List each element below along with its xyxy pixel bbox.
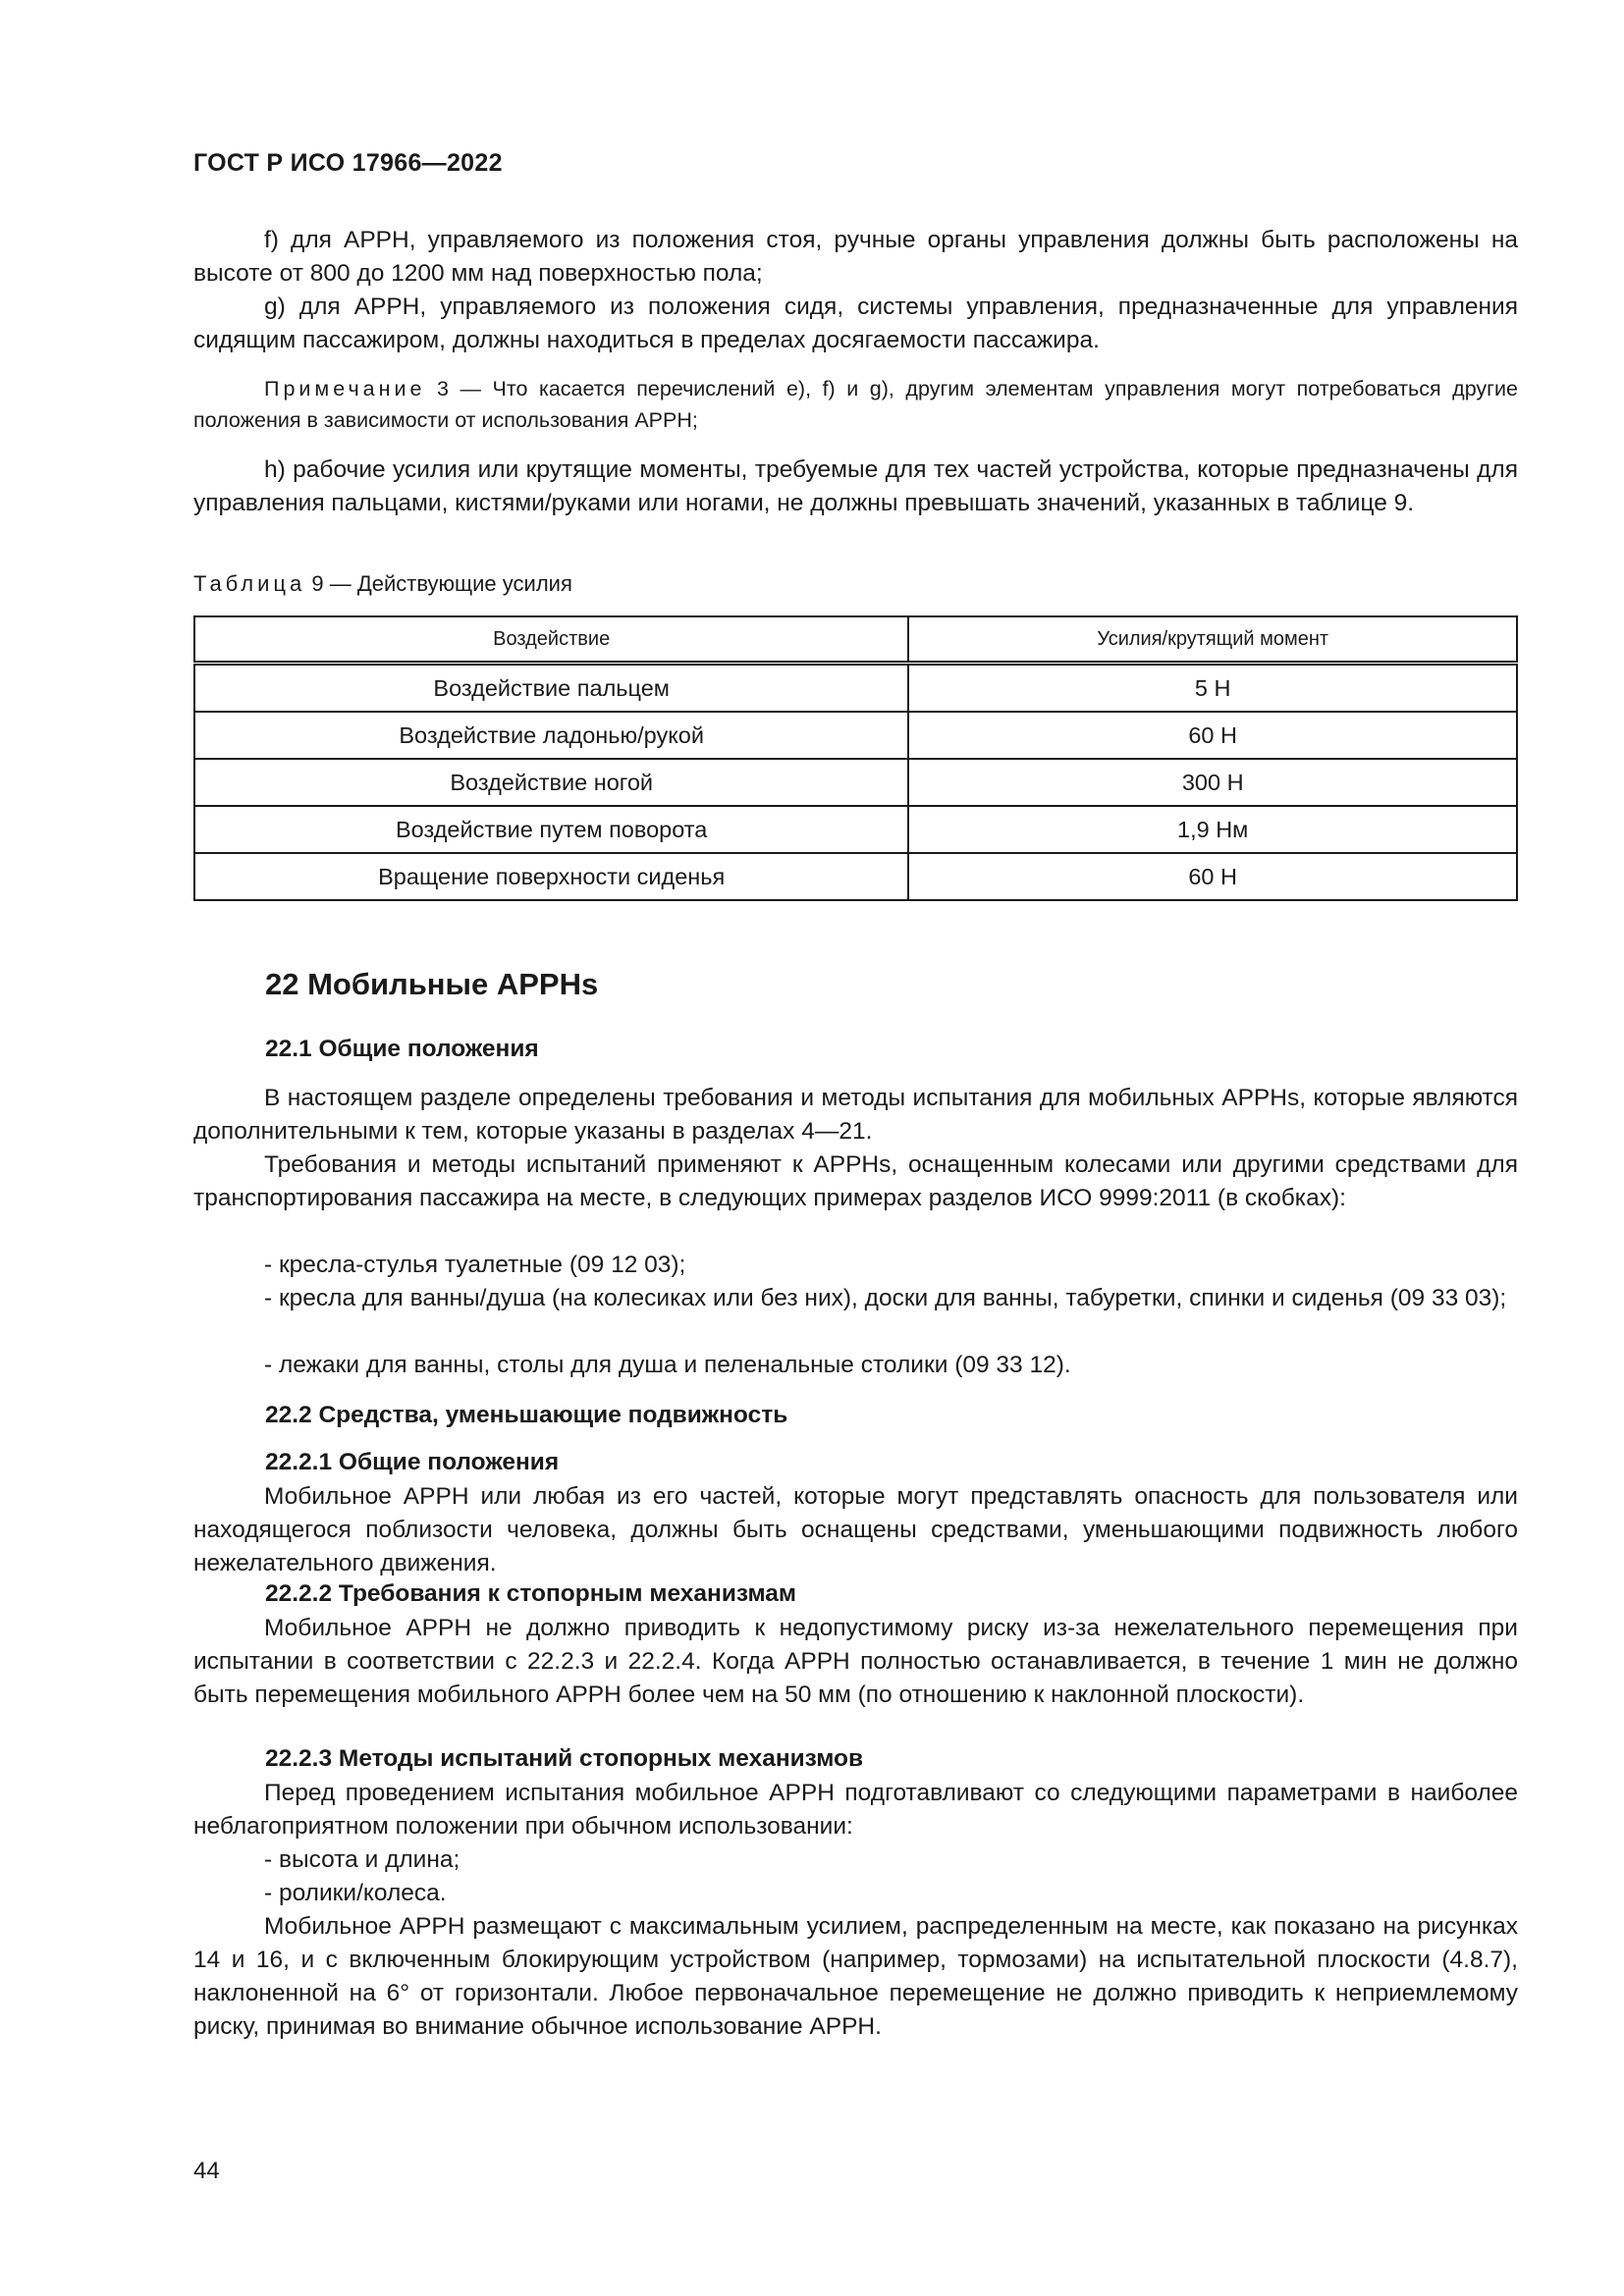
list-item: - кресла-стулья туалетные (09 12 03); [264,1252,686,1278]
table-cell: Воздействие ладонью/рукой [194,712,908,759]
note-text: 3 — Что касается перечислений е), f) и g), другим элементам управления могут потребоваться другие положения в зависимости от использования АРРН; [193,377,1518,432]
list-item: - лежаки для ванны, столы для душа и пеленальные столики (09 33 12). [264,1352,1071,1378]
table-cell: 1,9 Нм [908,806,1517,853]
table-row [194,806,1517,853]
section-22-2-2-title: 22.2.2 Требования к стопорным механизмам [265,1580,797,1607]
column-header: Усилия/крутящий момент [908,616,1517,664]
table-row [194,664,1517,713]
forces-table [193,615,1518,901]
table-cell: Вращение поверхности сиденья [194,853,908,900]
table-cell: Воздействие пальцем [194,664,908,713]
table-cell: 300 Н [908,759,1517,806]
table-row [194,712,1517,759]
section-22-2-2-text: Мобильное АРРН не должно приводить к недопустимому риску из-за нежелательного перемещения при испытании в соответствии с 22.2.3 и 22.2.4. Когда АРРН полностью останавливается, в течение 1 мин не должно быть перемещения мобильного АРРН более чем на 50 мм (по отношению к наклонной плоскости). [193,1615,1518,1708]
table-cell: 60 Н [908,712,1517,759]
table-cell: Воздействие путем поворота [194,806,908,853]
section-22-2-3-title: 22.2.3 Методы испытаний стопорных механизмов [265,1745,864,1772]
note-label: Примечание [264,377,426,400]
section-22-2-3-p2: Мобильное АРРН размещают с максимальным усилием, распределенным на месте, как показано на рисунках 14 и 16, и с включенным блокирующим устройством (например, тормозами) на испытательной плоскости (4.8.7), наклоненной на 6° от горизонтали. Любое первоначальное перемещение не должно приводить к неприемлемому риску, принимая во внимание обычное использование АРРН. [193,1913,1518,2040]
item-h: h) рабочие усилия или крутящие моменты, требуемые для тех частей устройства, которые предназначены для управления пальцами, кистями/руками или ногами, не должны превышать значений, указанных в таблице 9. [193,456,1518,516]
table-cell: 5 Н [908,664,1517,713]
section-22-2-1-title: 22.2.1 Общие положения [265,1449,560,1475]
list-item: - высота и длина; [264,1846,460,1873]
item-f: f) для АРРН, управляемого из положения стоя, ручные органы управления должны быть расположены на высоте от 800 до 1200 мм над поверхностью пола; [193,227,1518,287]
list-item: - ролики/колеса. [264,1880,447,1906]
section-22-1-p1: В настоящем разделе определены требования и методы испытания для мобильных АРРНs, которые являются дополнительными к тем, которые указаны в разделах 4—21. [193,1085,1518,1145]
table-cell: 60 Н [908,853,1517,900]
document-header: ГОСТ Р ИСО 17966—2022 [193,149,503,177]
section-22-2-3-p1: Перед проведением испытания мобильное АРРН подготавливают со следующими параметрами в наиболее неблагоприятном положении при обычном использовании: [193,1780,1518,1840]
section-22-1-p2: Требования и методы испытаний применяют к АРРНs, оснащенным колесами или другими средствами для транспортирования пассажира на месте, в следующих примерах разделов ИСО 9999:2011 (в скобках): [193,1151,1518,1211]
table-caption [193,571,572,597]
list-item: - кресла для ванны/душа (на колесиках или без них), доски для ванны, табуретки, спинки и сиденья (09 33 03); [264,1285,1507,1311]
note-3 [193,373,1518,436]
table-cell: Воздействие ногой [194,759,908,806]
section-22-1-title: 22.1 Общие положения [265,1036,539,1062]
table-caption-label: Таблица [193,571,306,596]
table-caption-text: 9 — Действующие усилия [305,571,572,596]
table-row [194,853,1517,900]
column-header: Воздействие [194,616,908,664]
item-g: g) для АРРН, управляемого из положения сидя, системы управления, предназначенные для управления сидящим пассажиром, должны находиться в пределах досягаемости пассажира. [193,294,1518,353]
section-22-2-1-text: Мобильное АРРН или любая из его частей, которые могут представлять опасность для пользователя или находящегося поблизости человека, должны быть оснащены средствами, уменьшающими подвижность любого нежелательного движения. [193,1483,1518,1576]
page-number: 44 [193,2158,220,2184]
section-22-title: 22 Мобильные АРРНs [265,967,599,1001]
section-22-2-title: 22.2 Средства, уменьшающие подвижность [265,1402,788,1428]
table-row [194,759,1517,806]
table-header-row [194,616,1517,664]
